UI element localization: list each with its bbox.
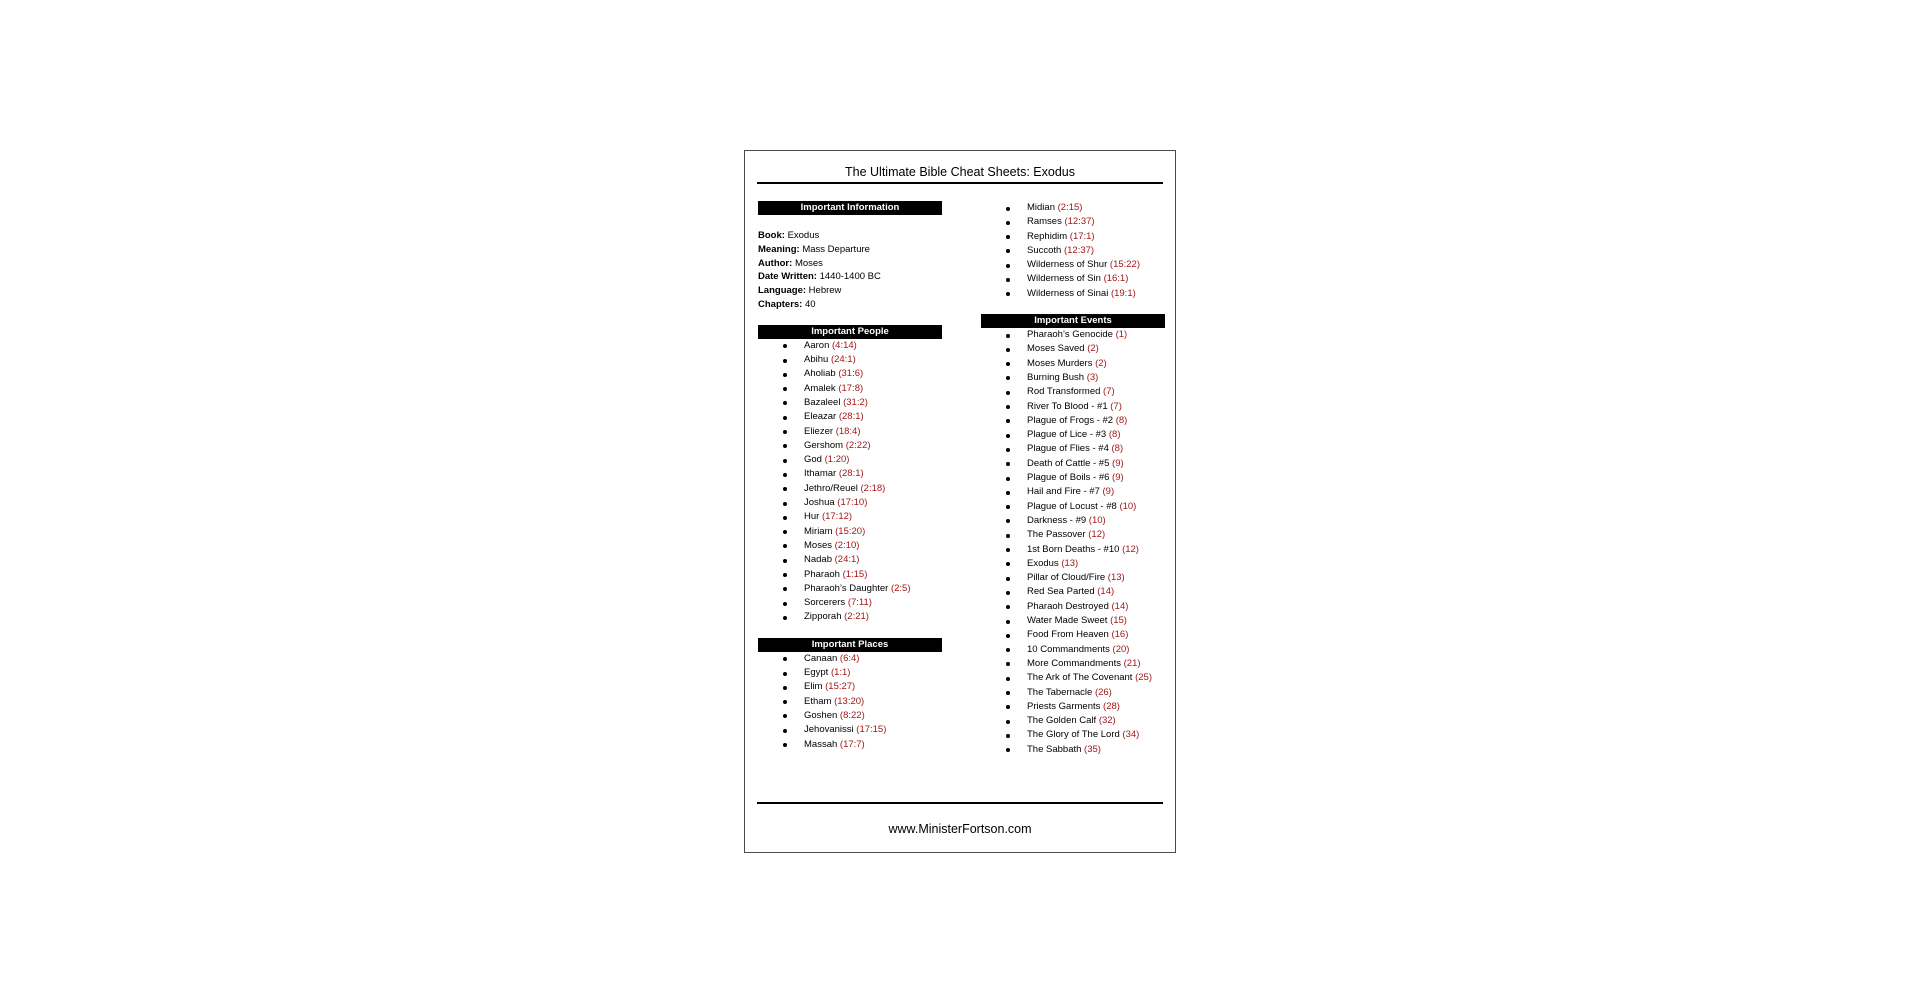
item-name: Sorcerers <box>804 597 846 609</box>
list-item <box>981 743 1165 757</box>
left-column <box>758 201 942 752</box>
item-reference: (32) <box>1098 715 1116 727</box>
item-name: Zipporah <box>804 611 842 623</box>
item-reference: (19:1) <box>1110 287 1136 299</box>
item-reference: (12) <box>1088 529 1106 541</box>
item-name: Pharaoh <box>804 568 840 580</box>
list-item <box>758 610 942 624</box>
list-item <box>981 600 1165 614</box>
item-reference: (26) <box>1094 686 1112 698</box>
item-name: Plague of Boils - #6 <box>1027 472 1110 484</box>
events-section-header: Important Events <box>981 314 1165 328</box>
item-name: Midian <box>1027 202 1055 213</box>
info-label: Meaning: <box>758 243 800 255</box>
list-item <box>981 514 1165 528</box>
item-name: Aholiab <box>804 368 836 380</box>
item-name: Jethro/Reuel <box>804 482 858 494</box>
list-item <box>981 244 1165 258</box>
list-item <box>758 525 942 539</box>
item-reference: (14) <box>1111 600 1129 612</box>
places-list <box>758 652 942 752</box>
list-item <box>758 467 942 481</box>
item-name: Bazaleel <box>804 396 841 408</box>
item-reference: (1) <box>1115 329 1128 341</box>
list-item <box>758 582 942 596</box>
item-name: Egypt <box>804 667 829 679</box>
item-name: Nadab <box>804 554 832 566</box>
info-block <box>758 229 942 312</box>
info-label: Date Written: <box>758 271 817 283</box>
list-item <box>758 353 942 367</box>
item-reference: (17:12) <box>821 511 853 523</box>
item-reference: (2) <box>1095 357 1107 369</box>
info-label: Language: <box>758 285 807 297</box>
item-name: Pharaoh Destroyed <box>1027 600 1109 612</box>
item-reference: (18:4) <box>835 425 861 437</box>
item-name: Rephidim <box>1027 230 1068 242</box>
item-name: More Commandments <box>1027 657 1121 669</box>
item-reference: (9) <box>1112 457 1124 469</box>
item-reference: (2) <box>1087 343 1099 355</box>
list-item <box>758 439 942 453</box>
item-name: The Glory of The Lord <box>1027 729 1120 741</box>
list-item <box>981 528 1165 542</box>
places-list-continued <box>981 201 1165 301</box>
item-name: Elim <box>804 681 823 693</box>
item-reference: (1:15) <box>842 568 868 580</box>
item-reference: (13:20) <box>834 695 865 707</box>
item-name: Eliezer <box>804 425 834 437</box>
list-item <box>758 738 942 752</box>
list-item <box>981 571 1165 585</box>
item-name: Massah <box>804 738 838 750</box>
item-name: Ithamar <box>804 468 837 480</box>
item-name: Aaron <box>804 339 830 351</box>
item-name: Plague of Locust - #8 <box>1027 500 1117 512</box>
list-item <box>981 686 1165 700</box>
info-value: Hebrew <box>808 285 842 297</box>
footer-divider <box>757 802 1163 804</box>
item-name: Ramses <box>1027 216 1062 228</box>
item-name: Jehovanissi <box>804 724 854 736</box>
item-name: Death of Cattle - #5 <box>1027 457 1110 469</box>
item-name: Hail and Fire - #7 <box>1027 486 1100 498</box>
item-name: Pillar of Cloud/Fire <box>1027 572 1106 584</box>
item-reference: (7:11) <box>847 597 872 609</box>
list-item <box>981 357 1165 371</box>
item-reference: (1:1) <box>830 667 851 679</box>
item-reference: (28:1) <box>838 468 864 480</box>
item-name: Water Made Sweet <box>1027 615 1108 627</box>
list-item <box>758 382 942 396</box>
item-name: Priests Garments <box>1027 700 1101 712</box>
list-item <box>758 568 942 582</box>
list-item <box>981 728 1165 742</box>
item-reference: (17:10) <box>837 497 868 509</box>
list-item <box>981 485 1165 499</box>
item-reference: (2:22) <box>845 439 871 451</box>
item-reference: (31:6) <box>838 368 864 380</box>
item-reference: (34) <box>1122 729 1140 741</box>
list-item <box>981 215 1165 229</box>
info-row <box>758 284 942 298</box>
item-name: Amalek <box>804 382 836 394</box>
item-name: Moses Murders <box>1027 357 1093 369</box>
list-item <box>758 652 942 666</box>
list-item <box>981 557 1165 571</box>
item-reference: (2:10) <box>834 539 860 551</box>
list-item <box>981 400 1165 414</box>
item-name: Hur <box>804 511 820 523</box>
item-reference: (15:27) <box>825 681 856 693</box>
item-reference: (8:22) <box>839 709 865 721</box>
list-item <box>981 442 1165 456</box>
list-item <box>758 396 942 410</box>
item-name: 10 Commandments <box>1027 643 1110 655</box>
item-name: The Golden Calf <box>1027 715 1097 727</box>
item-reference: (13) <box>1107 572 1125 584</box>
info-section-header: Important Information <box>758 201 942 215</box>
events-list <box>981 328 1165 757</box>
item-name: Joshua <box>804 497 835 509</box>
people-section-header: Important People <box>758 325 942 339</box>
item-reference: (17:15) <box>856 724 887 736</box>
item-reference: (28:1) <box>838 411 864 423</box>
item-reference: (12) <box>1122 543 1139 555</box>
info-label: Author: <box>758 257 793 269</box>
list-item <box>981 428 1165 442</box>
item-reference: (24:1) <box>834 554 860 566</box>
list-item <box>981 371 1165 385</box>
item-reference: (15:20) <box>835 525 866 537</box>
item-reference: (2:5) <box>890 582 911 594</box>
item-reference: (20) <box>1112 643 1130 655</box>
item-reference: (24:1) <box>830 354 856 366</box>
item-reference: (9) <box>1112 472 1124 484</box>
item-reference: (2:15) <box>1057 202 1083 213</box>
list-item <box>981 258 1165 272</box>
list-item <box>758 553 942 567</box>
item-reference: (17:8) <box>838 382 864 394</box>
list-item <box>758 709 942 723</box>
info-label: Chapters: <box>758 298 803 310</box>
list-item <box>758 680 942 694</box>
list-item <box>981 328 1165 342</box>
item-name: Moses <box>804 539 832 551</box>
item-reference: (2:18) <box>860 482 886 494</box>
item-name: Plague of Flies - #4 <box>1027 443 1109 455</box>
item-name: Wilderness of Sinai <box>1027 287 1109 299</box>
page-title: The Ultimate Bible Cheat Sheets: Exodus <box>757 162 1163 184</box>
info-value: 40 <box>804 298 816 310</box>
item-name: Burning Bush <box>1027 371 1085 383</box>
item-reference: (17:7) <box>839 738 865 750</box>
list-item <box>981 585 1165 599</box>
list-item <box>981 385 1165 399</box>
item-reference: (21) <box>1123 657 1141 669</box>
item-name: Plague of Frogs - #2 <box>1027 414 1114 426</box>
list-item <box>981 643 1165 657</box>
list-item <box>758 367 942 381</box>
item-reference: (7) <box>1110 400 1122 412</box>
list-item <box>981 471 1165 485</box>
item-name: God <box>804 454 822 466</box>
info-value: Moses <box>794 257 823 269</box>
list-item <box>981 457 1165 471</box>
item-name: Abihu <box>804 354 829 366</box>
list-item <box>758 453 942 467</box>
list-item <box>758 666 942 680</box>
item-reference: (31:2) <box>843 396 868 408</box>
item-reference: (12:37) <box>1064 216 1095 228</box>
item-reference: (2:21) <box>844 611 869 623</box>
item-name: Pharaoh’s Genocide <box>1027 329 1113 341</box>
item-name: The Passover <box>1027 529 1086 541</box>
item-name: Red Sea Parted <box>1027 586 1095 598</box>
list-item <box>981 628 1165 642</box>
item-name: Food From Heaven <box>1027 629 1109 641</box>
item-name: The Sabbath <box>1027 743 1082 755</box>
list-item <box>981 272 1165 286</box>
list-item <box>981 230 1165 244</box>
list-item <box>758 723 942 737</box>
list-item <box>758 596 942 610</box>
right-column <box>981 201 1165 757</box>
footer-website: www.MinisterFortson.com <box>888 822 1032 836</box>
info-row <box>758 270 942 284</box>
list-item <box>758 496 942 510</box>
info-label: Book: <box>758 230 785 241</box>
item-name: Wilderness of Shur <box>1027 259 1108 271</box>
item-reference: (14) <box>1097 586 1115 598</box>
item-reference: (7) <box>1103 386 1115 398</box>
item-reference: (3) <box>1086 371 1099 383</box>
item-reference: (16:1) <box>1103 273 1129 285</box>
places-section-header: Important Places <box>758 638 942 652</box>
item-name: Exodus <box>1027 557 1059 569</box>
item-reference: (9) <box>1102 486 1115 498</box>
info-row <box>758 229 942 243</box>
item-reference: (6:4) <box>839 652 860 664</box>
cheat-sheet-page <box>744 150 1176 853</box>
list-item <box>758 539 942 553</box>
list-item <box>981 414 1165 428</box>
item-name: Moses Saved <box>1027 343 1085 355</box>
list-item <box>981 714 1165 728</box>
list-item <box>981 342 1165 356</box>
item-reference: (28) <box>1103 700 1120 712</box>
item-name: Darkness - #9 <box>1027 514 1087 526</box>
info-value: Exodus <box>787 230 820 241</box>
item-reference: (16) <box>1111 629 1129 641</box>
item-name: Plague of Lice - #3 <box>1027 429 1107 441</box>
item-reference: (1:20) <box>824 454 850 466</box>
item-name: Pharaoh’s Daughter <box>804 582 889 594</box>
item-name: Etham <box>804 695 832 707</box>
list-item <box>758 482 942 496</box>
list-item <box>758 410 942 424</box>
item-reference: (35) <box>1084 743 1101 755</box>
people-list <box>758 339 942 625</box>
item-name: Wilderness of Sin <box>1027 273 1101 285</box>
item-reference: (17:1) <box>1069 230 1095 242</box>
item-reference: (12:37) <box>1063 244 1095 256</box>
item-name: The Tabernacle <box>1027 686 1093 698</box>
list-item <box>758 339 942 353</box>
item-name: Rod Transformed <box>1027 386 1101 398</box>
list-item <box>758 695 942 709</box>
item-reference: (15:22) <box>1109 259 1141 271</box>
info-row <box>758 243 942 257</box>
item-name: River To Blood - #1 <box>1027 400 1108 412</box>
item-reference: (13) <box>1061 557 1079 569</box>
list-item <box>981 700 1165 714</box>
item-name: 1st Born Deaths - #10 <box>1027 543 1120 555</box>
info-row <box>758 257 942 271</box>
info-value: Mass Departure <box>802 243 870 255</box>
item-reference: (8) <box>1108 429 1121 441</box>
item-name: Canaan <box>804 652 838 664</box>
item-reference: (4:14) <box>832 339 857 351</box>
item-reference: (15) <box>1110 615 1127 627</box>
item-name: Eleazar <box>804 411 837 423</box>
item-name: Succoth <box>1027 244 1062 256</box>
item-reference: (8) <box>1115 414 1128 426</box>
list-item <box>981 614 1165 628</box>
list-item <box>758 510 942 524</box>
list-item <box>758 425 942 439</box>
item-name: The Ark of The Covenant <box>1027 672 1133 684</box>
item-name: Miriam <box>804 525 833 537</box>
list-item <box>981 500 1165 514</box>
list-item <box>981 543 1165 557</box>
list-item <box>981 657 1165 671</box>
list-item <box>981 287 1165 301</box>
info-value: 1440-1400 BC <box>819 271 881 283</box>
list-item <box>981 671 1165 685</box>
item-reference: (25) <box>1135 672 1152 684</box>
info-row <box>758 298 942 312</box>
item-reference: (10) <box>1119 500 1137 512</box>
item-name: Gershom <box>804 439 844 451</box>
list-item <box>981 201 1165 215</box>
item-reference: (10) <box>1088 514 1106 526</box>
item-name: Goshen <box>804 709 838 721</box>
item-reference: (8) <box>1111 443 1124 455</box>
